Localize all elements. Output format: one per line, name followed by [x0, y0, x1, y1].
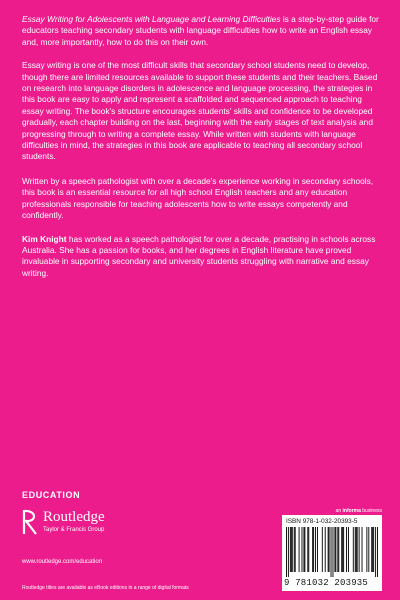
barcode-bar — [295, 527, 296, 572]
blurb-paragraph-1 — [22, 14, 382, 48]
barcode-bar — [292, 527, 293, 572]
barcode-bar — [317, 527, 318, 572]
business-brand: informa — [342, 508, 361, 514]
publisher-website[interactable]: www.routledge.com/education — [22, 559, 103, 565]
author-bio-text: has worked as a speech pathologist for over a decade, practising in schools across Australia. She has a passion for books, and her degrees in English literature have proved invaluable in supporting secondary and university students struggling with narrative and essay writing. — [22, 233, 376, 278]
barcode-bar — [315, 527, 316, 572]
barcode-bar — [329, 527, 330, 572]
barcode-bar — [288, 527, 289, 577]
barcode-bar — [291, 527, 292, 572]
barcode-bar — [357, 527, 358, 572]
barcode-bar — [342, 527, 343, 572]
book-title-italic: Essay Writing for Adolescents with Language and Learning Difficulties — [22, 14, 281, 24]
barcode-bar — [304, 527, 305, 572]
barcode-bar — [303, 527, 304, 572]
barcode-bar — [343, 527, 344, 572]
blurb-paragraph-2: Essay writing is one of the most difficult skills that secondary school students need to develop, though there are limited resources available to support these students and their teachers. Based on research into language disorders in adolescence and language processing, the strategies in this book are easy to apply and represent a scaffolded and sequenced approach to teaching essay writing. The book's structure encourages students' skills and confidence to be developed gradually, each chapter building on the last, beginning with the early stages of text analysis and progressing through to writing a complete essay. While written with students with language difficulties in mind, the strategies in this book are applicable to teaching all secondary school students. — [22, 60, 378, 162]
barcode-bar — [371, 527, 372, 572]
barcode-bar — [348, 527, 349, 572]
barcode-bar — [355, 527, 356, 572]
barcode-bar — [341, 527, 342, 572]
barcode-bar — [307, 527, 308, 572]
barcode-bar — [299, 527, 300, 572]
barcode-bar — [301, 527, 302, 572]
publisher-group: Taylor & Francis Group — [43, 527, 105, 533]
barcode-bar — [366, 527, 367, 572]
business-suffix: business — [360, 508, 382, 514]
isbn-label: ISBN 978-1-032-20393-5 — [286, 518, 358, 525]
business-prefix: an — [335, 508, 343, 514]
publisher-name: Routledge — [43, 509, 105, 525]
barcode-bar — [313, 527, 314, 572]
barcode-bar — [294, 527, 295, 572]
barcode-bar — [338, 527, 339, 572]
barcode-bar — [332, 527, 333, 577]
barcode-bar — [322, 527, 323, 572]
barcode-digits: 9 781032 203935 — [284, 578, 369, 588]
publisher-logo — [22, 509, 162, 549]
barcode-panel — [282, 515, 382, 591]
barcode-bar — [356, 527, 357, 572]
barcode-bar — [308, 527, 309, 572]
routledge-logo-icon — [22, 509, 38, 535]
barcode-bar — [335, 527, 336, 572]
ebook-note: Routledge titles are available as eBook editions in a range of digital formats — [22, 585, 189, 591]
barcode-bar — [334, 527, 335, 572]
barcode-bar — [353, 527, 354, 572]
barcode-bar — [346, 527, 347, 572]
blurb-paragraph-3: Written by a speech pathologist with over a decade's experience working in secondary schools, this book is an essential resource for all high school English teachers and any education professionals responsible for teaching adolescents how to write essays competently and confidently. — [22, 175, 374, 221]
author-bio — [22, 234, 382, 280]
barcode-bar — [372, 527, 373, 572]
author-name: Kim Knight — [22, 233, 67, 244]
barcode-bar — [328, 527, 329, 572]
barcode-bar — [375, 527, 376, 577]
informa-business-label — [282, 508, 382, 514]
barcode-bar — [286, 527, 287, 577]
barcode-bar — [312, 527, 313, 572]
barcode-bar — [368, 527, 369, 572]
category-label: EDUCATION — [22, 490, 81, 500]
barcode-bar — [325, 527, 326, 572]
barcode-bar — [359, 527, 360, 572]
barcode-bar — [337, 527, 338, 572]
barcode-bar — [377, 527, 378, 577]
barcode-bars — [286, 527, 378, 577]
blurb-paragraph-1-text: is a step-by-step guide for educators teaching secondary students with language difficulties how to write an English essay and, more importantly, how to do this on their own. — [22, 14, 379, 47]
barcode-bar — [373, 527, 374, 572]
barcode-bar — [331, 527, 332, 577]
barcode-bar — [290, 527, 291, 572]
barcode-bar — [362, 527, 363, 572]
blurb-text — [22, 14, 382, 291]
